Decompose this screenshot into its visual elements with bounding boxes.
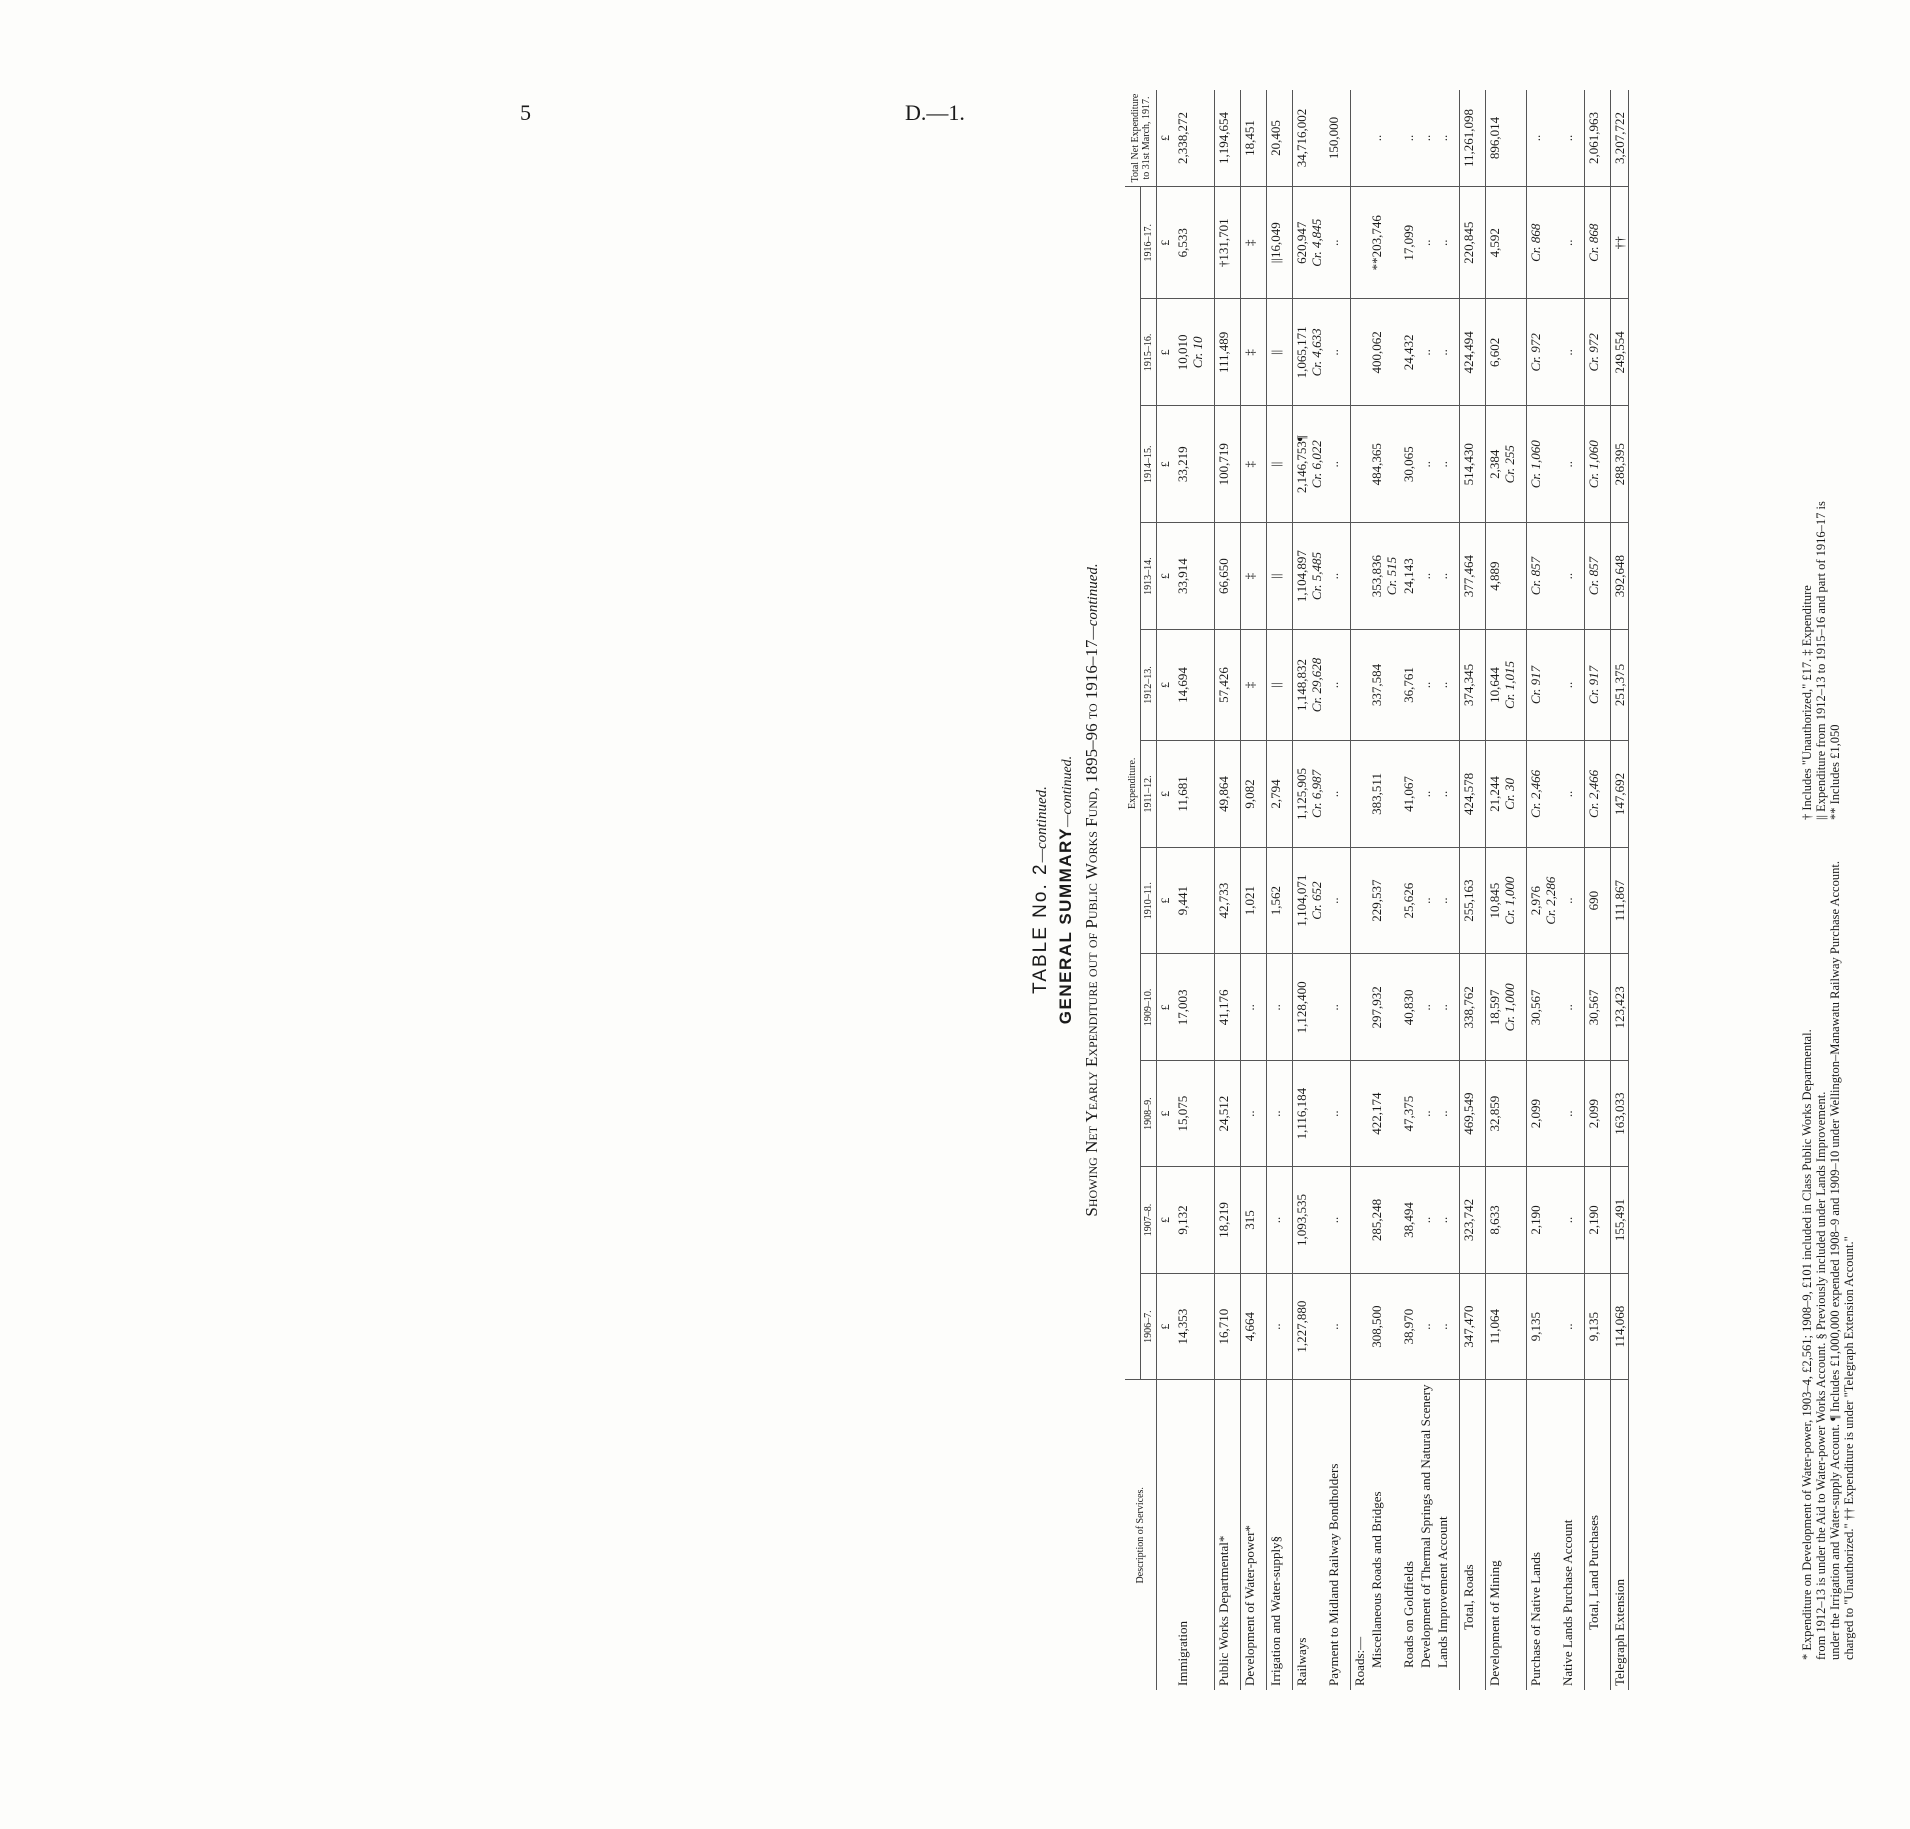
cell: .. (1434, 847, 1451, 954)
cell: .. (1417, 523, 1434, 630)
cell: .. (1325, 1273, 1342, 1380)
cell: .. (1434, 954, 1451, 1061)
cell: .. (1417, 299, 1434, 406)
cell: 288,395 (1611, 406, 1629, 523)
cell: .. (1559, 406, 1576, 523)
page-number: 5 (520, 100, 531, 125)
pound-sign: £ (1157, 90, 1175, 187)
cell: 1,194,654 (1215, 90, 1233, 187)
cell: 1,128,400 (1293, 954, 1326, 1061)
cell: 9,441 (1174, 847, 1206, 954)
table-row-water-power (1241, 90, 1259, 1690)
row-label: Irrigation and Water-supply§ (1268, 1535, 1283, 1686)
cell: 11,064 (1486, 1273, 1519, 1380)
table-row-thermal (1417, 90, 1434, 1690)
footnote: charged to "Unauthorized." †† Expenditure is under "Telegraph Extension Account." (1842, 1236, 1856, 1660)
row-label: Development of Thermal Springs and Natural Scenery (1418, 1384, 1433, 1668)
row-label: Immigration (1175, 1621, 1190, 1686)
table-row-immigration (1174, 90, 1206, 1690)
cell: Cr. 917 (1585, 629, 1603, 740)
rotated-table-sheet (1030, 80, 1910, 1700)
cell: 620,947 Cr. 4,845 (1293, 187, 1326, 300)
cell: Cr. 972 (1585, 299, 1603, 406)
expenditure-table (1125, 90, 1629, 1690)
row-label: Public Works Departmental* (1216, 1535, 1231, 1686)
cell: 353,836 Cr. 515 (1368, 523, 1400, 630)
footnote: ** Includes £1,050 (1828, 724, 1842, 820)
cell: ‡ (1241, 523, 1259, 630)
row-label: Native Lands Purchase Account (1560, 1519, 1575, 1686)
cell: ||16,049 (1267, 187, 1285, 300)
cell: .. (1559, 299, 1576, 406)
cell: .. (1267, 1273, 1285, 1380)
cell: 20,405 (1267, 90, 1285, 187)
cell: .. (1434, 1273, 1451, 1380)
table-row-native-purchase (1559, 90, 1576, 1690)
cell: 11,261,098 (1460, 90, 1478, 187)
cell: 18,219 (1215, 1167, 1233, 1274)
cell: 8,633 (1486, 1167, 1519, 1274)
cell: 1,104,897 Cr. 5,485 (1293, 523, 1326, 630)
cell: .. (1559, 1273, 1576, 1380)
cell: 377,464 (1460, 523, 1478, 630)
cell: 24,143 (1400, 523, 1417, 630)
row-label: Railways (1294, 1637, 1309, 1686)
cell: 2,061,963 (1585, 90, 1603, 187)
cell: 111,867 (1611, 847, 1629, 954)
cell: .. (1434, 187, 1451, 300)
cell: .. (1417, 741, 1434, 848)
cell: 30,065 (1400, 406, 1417, 523)
cell: 42,733 (1215, 847, 1233, 954)
year-header: 1912–13. (1141, 629, 1157, 740)
cell: 1,227,880 (1293, 1273, 1326, 1380)
cell: .. (1267, 1167, 1285, 1274)
cell: 251,375 (1611, 629, 1629, 740)
cell: 147,692 (1611, 741, 1629, 848)
cell: .. (1417, 187, 1434, 300)
cell: 16,710 (1215, 1273, 1233, 1380)
table-row-total-land (1585, 90, 1603, 1690)
cell: 9,082 (1241, 741, 1259, 848)
cell: 255,163 (1460, 847, 1478, 954)
currency-row (1157, 90, 1175, 1690)
cell: 315 (1241, 1167, 1259, 1274)
cell: 30,567 (1527, 954, 1560, 1061)
cell: .. (1434, 629, 1451, 740)
cell: 33,219 (1174, 406, 1206, 523)
cell: 100,719 (1215, 406, 1233, 523)
year-header: 1911–12. (1141, 741, 1157, 848)
cell: Cr. 1,060 (1585, 406, 1603, 523)
cell: 484,365 (1368, 406, 1400, 523)
table-row-native-lands (1527, 90, 1560, 1690)
cell: .. (1325, 1167, 1342, 1274)
cell: Cr. 2,466 (1527, 741, 1560, 848)
cell: .. (1417, 629, 1434, 740)
row-label: Development of Mining (1487, 1560, 1502, 1686)
cell: .. (1325, 847, 1342, 954)
cell: 469,549 (1460, 1061, 1478, 1167)
row-label: Telegraph Extension (1611, 1380, 1629, 1690)
row-label: Total, Land Purchases (1586, 1515, 1601, 1630)
cell: .. (1368, 90, 1400, 187)
cell: Cr. 857 (1527, 523, 1560, 630)
cell: .. (1325, 523, 1342, 630)
cell: .. (1434, 1167, 1451, 1274)
cell: .. (1241, 954, 1259, 1061)
roads-heading-row (1351, 90, 1369, 1690)
year-header: 1916–17. (1141, 187, 1157, 300)
cell: Cr. 1,060 (1527, 406, 1560, 523)
cell: 11,681 (1174, 741, 1206, 848)
cell: .. (1434, 299, 1451, 406)
cell: || (1267, 299, 1285, 406)
cell: 38,494 (1400, 1167, 1417, 1274)
cell: 400,062 (1368, 299, 1400, 406)
cell: 40,830 (1400, 954, 1417, 1061)
cell: .. (1559, 1061, 1576, 1167)
pound-sign: £ (1157, 406, 1175, 523)
cell: .. (1325, 629, 1342, 740)
cell: 34,716,002 (1293, 90, 1326, 187)
cell: .. (1325, 954, 1342, 1061)
cell: 6,602 (1486, 299, 1519, 406)
table-row-midland (1325, 90, 1342, 1690)
cell: 424,494 (1460, 299, 1478, 406)
cell: 308,500 (1368, 1273, 1400, 1380)
cell: .. (1559, 523, 1576, 630)
cell: .. (1267, 1061, 1285, 1167)
cell: 17,099 (1400, 187, 1417, 300)
cell: .. (1559, 847, 1576, 954)
cell: 1,562 (1267, 847, 1285, 954)
cell: 36,761 (1400, 629, 1417, 740)
cell: 49,864 (1215, 741, 1233, 848)
cell: 1,148,832 Cr. 29,628 (1293, 629, 1326, 740)
year-header: 1913–14. (1141, 523, 1157, 630)
footnote: under the Irrigation and Water-supply Account. ¶ Includes £1,000,000 expended 1908–9 and 1909–10 under Wellington–Manawatu Railway Purchase Account. (1828, 861, 1842, 1660)
row-label: Development of Water-power* (1242, 1525, 1257, 1686)
cell: 14,694 (1174, 629, 1206, 740)
year-header: 1910–11. (1141, 847, 1157, 954)
cell: 4,592 (1486, 187, 1519, 300)
cell: 10,845 Cr. 1,000 (1486, 847, 1519, 954)
pound-sign: £ (1157, 299, 1175, 406)
cell: 2,190 (1585, 1167, 1603, 1274)
cell: 14,353 (1174, 1273, 1206, 1380)
cell: 297,932 (1368, 954, 1400, 1061)
cell: .. (1267, 954, 1285, 1061)
cell: 150,000 (1325, 90, 1342, 187)
cell: .. (1417, 1273, 1434, 1380)
cell: 2,099 (1527, 1061, 1560, 1167)
cell: 383,511 (1368, 741, 1400, 848)
roads-heading: Roads:— (1352, 1636, 1367, 1686)
cell: 1,125,905 Cr. 6,987 (1293, 741, 1326, 848)
table-row-public-works (1215, 90, 1233, 1690)
cell: Cr. 2,466 (1585, 741, 1603, 848)
cell: .. (1559, 954, 1576, 1061)
table-row-goldfields (1400, 90, 1417, 1690)
year-header: 1914–15. (1141, 406, 1157, 523)
cell: 4,664 (1241, 1273, 1259, 1380)
table-row-total-roads (1460, 90, 1478, 1690)
table-caption: Showing Net Yearly Expenditure out of Public Works Fund, 1895–96 to 1916–17—continued. (1082, 563, 1101, 1217)
cell: 2,338,272 (1174, 90, 1206, 187)
cell: 10,644 Cr. 1,015 (1486, 629, 1519, 740)
cell: || (1267, 406, 1285, 523)
cell: 57,426 (1215, 629, 1233, 740)
cell: 111,489 (1215, 299, 1233, 406)
cell: Cr. 972 (1527, 299, 1560, 406)
footnote: * Expenditure on Development of Water-power, 1903–4, £2,561; 1908–9, £101 included in Class Public Works Departmental. (1800, 1029, 1814, 1660)
cell: 33,914 (1174, 523, 1206, 630)
cell: 249,554 (1611, 299, 1629, 406)
cell: 323,742 (1460, 1167, 1478, 1274)
cell: 2,190 (1527, 1167, 1560, 1274)
cell: 66,650 (1215, 523, 1233, 630)
pound-sign: £ (1157, 629, 1175, 740)
cell: 2,384 Cr. 255 (1486, 406, 1519, 523)
pound-sign: £ (1157, 847, 1175, 954)
cell: 514,430 (1460, 406, 1478, 523)
cell: .. (1559, 1167, 1576, 1274)
cell: 2,794 (1267, 741, 1285, 848)
cell: || (1267, 629, 1285, 740)
cell: 337,584 (1368, 629, 1400, 740)
cell: 32,859 (1486, 1061, 1519, 1167)
cell: **203,746 (1368, 187, 1400, 300)
cell: 15,075 (1174, 1061, 1206, 1167)
cell: 25,626 (1400, 847, 1417, 954)
cell: 9,132 (1174, 1167, 1206, 1274)
year-header: 1906–7. (1141, 1273, 1157, 1380)
cell: 9,135 (1585, 1273, 1603, 1380)
cell: .. (1417, 406, 1434, 523)
total-header: Total Net Expenditure to 31st March, 1917. (1125, 90, 1157, 187)
year-header: 1909–10. (1141, 954, 1157, 1061)
row-label: Payment to Midland Railway Bondholders (1326, 1463, 1341, 1686)
cell: †† (1611, 187, 1629, 300)
cell: 1,104,071 Cr. 652 (1293, 847, 1326, 954)
cell: 690 (1585, 847, 1603, 954)
cell: 374,345 (1460, 629, 1478, 740)
expenditure-header: Expenditure. (1125, 187, 1141, 1380)
cell: 114,068 (1611, 1273, 1629, 1380)
cell: 2,976 Cr. 2,286 (1527, 847, 1560, 954)
cell: ‡ (1241, 299, 1259, 406)
cell: .. (1241, 1061, 1259, 1167)
cell: .. (1417, 847, 1434, 954)
pound-sign: £ (1157, 187, 1175, 300)
description-header: Description of Services. (1125, 1380, 1157, 1690)
cell: 41,067 (1400, 741, 1417, 848)
cell: 4,889 (1486, 523, 1519, 630)
cell: .. (1434, 741, 1451, 848)
cell: 155,491 (1611, 1167, 1629, 1274)
cell: .. (1325, 406, 1342, 523)
cell: .. (1434, 523, 1451, 630)
table-row-mining (1486, 90, 1519, 1690)
cell: Cr. 917 (1527, 629, 1560, 740)
cell: .. (1417, 1167, 1434, 1274)
cell: 9,135 (1527, 1273, 1560, 1380)
footnotes-right (1800, 120, 1842, 820)
cell: ‡ (1241, 406, 1259, 523)
pound-sign: £ (1157, 741, 1175, 848)
document-reference: D.—1. (905, 100, 965, 125)
year-header: 1908–9. (1141, 1061, 1157, 1167)
cell: 38,970 (1400, 1273, 1417, 1380)
cell: 229,537 (1368, 847, 1400, 954)
cell: 3,207,722 (1611, 90, 1629, 187)
cell: .. (1434, 1061, 1451, 1167)
cell: 285,248 (1368, 1167, 1400, 1274)
row-label: Roads on Goldfields (1401, 1561, 1416, 1668)
cell: 17,003 (1174, 954, 1206, 1061)
cell: .. (1325, 1061, 1342, 1167)
footnote: || Expenditure from 1912–13 to 1915–16 and part of 1916–17 is (1814, 501, 1828, 820)
cell: 1,116,184 (1293, 1061, 1326, 1167)
cell: 24,432 (1400, 299, 1417, 406)
row-label: Purchase of Native Lands (1528, 1552, 1543, 1686)
cell: 2,099 (1585, 1061, 1603, 1167)
cell: .. (1400, 90, 1417, 187)
cell: .. (1559, 187, 1576, 300)
cell: .. (1325, 299, 1342, 406)
footnotes-left (1800, 840, 1856, 1660)
cell: 41,176 (1215, 954, 1233, 1061)
cell: Cr. 868 (1585, 187, 1603, 300)
cell: 392,648 (1611, 523, 1629, 630)
cell: 338,762 (1460, 954, 1478, 1061)
cell: 18,451 (1241, 90, 1259, 187)
cell: .. (1559, 741, 1576, 848)
cell: .. (1527, 90, 1560, 187)
cell: 1,021 (1241, 847, 1259, 954)
cell: 424,578 (1460, 741, 1478, 848)
cell: Cr. 857 (1585, 523, 1603, 630)
cell: .. (1325, 187, 1342, 300)
cell: .. (1434, 406, 1451, 523)
cell: 10,010 Cr. 10 (1174, 299, 1206, 406)
cell: .. (1417, 90, 1434, 187)
cell: .. (1434, 90, 1451, 187)
cell: ‡ (1241, 187, 1259, 300)
cell: 6,533 (1174, 187, 1206, 300)
footnote: † Includes "Unauthorized," £17. ‡ Expenditure (1800, 585, 1814, 820)
table-row-railways (1293, 90, 1326, 1690)
cell: 163,033 (1611, 1061, 1629, 1167)
row-label: Miscellaneous Roads and Bridges (1369, 1491, 1384, 1668)
cell: 347,470 (1460, 1273, 1478, 1380)
cell: 220,845 (1460, 187, 1478, 300)
cell: .. (1417, 954, 1434, 1061)
table-row-irrigation (1267, 90, 1285, 1690)
cell: 422,174 (1368, 1061, 1400, 1167)
cell: .. (1417, 1061, 1434, 1167)
year-header: 1907–8. (1141, 1167, 1157, 1274)
cell: ‡ (1241, 629, 1259, 740)
pound-sign: £ (1157, 1273, 1175, 1380)
footnote: from 1912–13 is under the Aid to Water-power Works Account. § Previously included under Lands Improvement. (1814, 1091, 1828, 1660)
pound-sign: £ (1157, 1061, 1175, 1167)
cell: .. (1559, 90, 1576, 187)
cell: .. (1325, 741, 1342, 848)
cell: 2,146,753¶ Cr. 6,022 (1293, 406, 1326, 523)
pound-sign: £ (1157, 1167, 1175, 1274)
cell: .. (1559, 629, 1576, 740)
table-title: TABLE No. 2—continued. (1030, 786, 1051, 994)
cell: 18,597 Cr. 1,000 (1486, 954, 1519, 1061)
pound-sign: £ (1157, 954, 1175, 1061)
cell: 1,065,171 Cr. 4,633 (1293, 299, 1326, 406)
cell: || (1267, 523, 1285, 630)
cell: 30,567 (1585, 954, 1603, 1061)
table-subtitle: GENERAL SUMMARY—continued. (1056, 755, 1075, 1025)
cell: 47,375 (1400, 1061, 1417, 1167)
table-row-telegraph (1611, 90, 1629, 1690)
table-row-misc-roads (1368, 90, 1400, 1690)
table-row-lands-improvement (1434, 90, 1451, 1690)
cell: 896,014 (1486, 90, 1519, 187)
cell: Cr. 868 (1527, 187, 1560, 300)
cell: 1,093,535 (1293, 1167, 1326, 1274)
cell: 123,423 (1611, 954, 1629, 1061)
year-header: 1915–16. (1141, 299, 1157, 406)
pound-sign: £ (1157, 523, 1175, 630)
row-label: Lands Improvement Account (1435, 1516, 1450, 1668)
cell: 24,512 (1215, 1061, 1233, 1167)
cell: 21,244 Cr. 30 (1486, 741, 1519, 848)
row-label: Total, Roads (1461, 1564, 1476, 1630)
cell: †131,701 (1215, 187, 1233, 300)
